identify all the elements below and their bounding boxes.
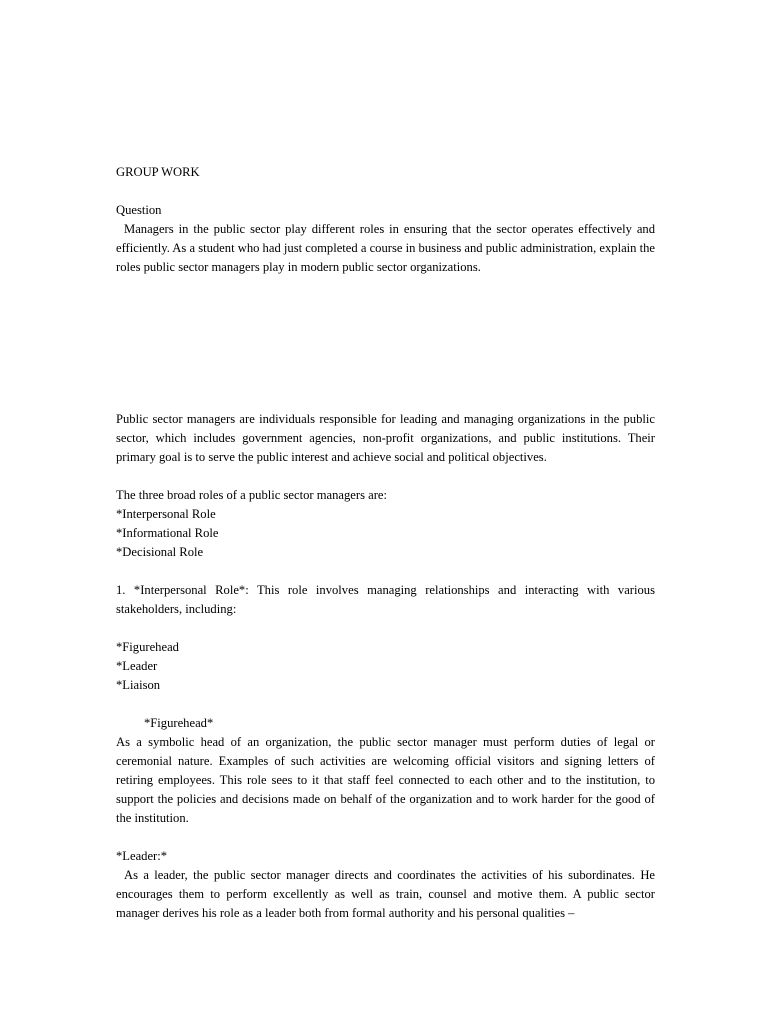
figurehead-heading: *Figurehead* — [144, 716, 214, 730]
interpersonal-item-figurehead: *Figurehead — [116, 640, 179, 654]
figurehead-paragraph: As a symbolic head of an organization, the public sector manager must perform duties of legal or ceremonial nature. Examples of such activities are welcoming official visitors and signing letters of retiring employees. This role sees to it that staff feel connected to each other and to the institution, to support the policies and decisions made on behalf of the organization and to work harder for the good of the institution. — [116, 735, 655, 825]
interpersonal-paragraph: 1. *Interpersonal Role*: This role involves managing relationships and interacting with various stakeholders, including: — [116, 583, 655, 616]
role-item-decisional: *Decisional Role — [116, 545, 204, 559]
leader-paragraph: As a leader, the public sector manager directs and coordinates the activities of his subordinates. He encourages them to perform excellently as well as train, counsel and motive them. A public sector manager derives his role as a leader both from formal authority and his personal qualities – — [116, 868, 655, 920]
document-page — [116, 0, 656, 1024]
leader-heading: *Leader:* — [116, 849, 168, 863]
role-item-interpersonal: *Interpersonal Role — [116, 507, 216, 521]
interpersonal-item-leader: *Leader — [116, 659, 158, 673]
intro-paragraph: Public sector managers are individuals responsible for leading and managing organizations in the public sector, which includes government agencies, non-profit organizations, and public institutions. Their primary goal is to serve the public interest and achieve social and political objectives. — [116, 412, 655, 464]
question-label: Question — [116, 203, 162, 217]
document-heading: GROUP WORK — [116, 165, 200, 179]
roles-intro: The three broad roles of a public sector managers are: — [116, 488, 387, 502]
interpersonal-item-liaison: *Liaison — [116, 678, 161, 692]
role-item-informational: *Informational Role — [116, 526, 219, 540]
question-text: Managers in the public sector play different roles in ensuring that the sector operates effectively and efficiently. As a student who had just completed a course in business and public administration, explain the roles public sector managers play in modern public sector organizations. — [116, 222, 655, 274]
